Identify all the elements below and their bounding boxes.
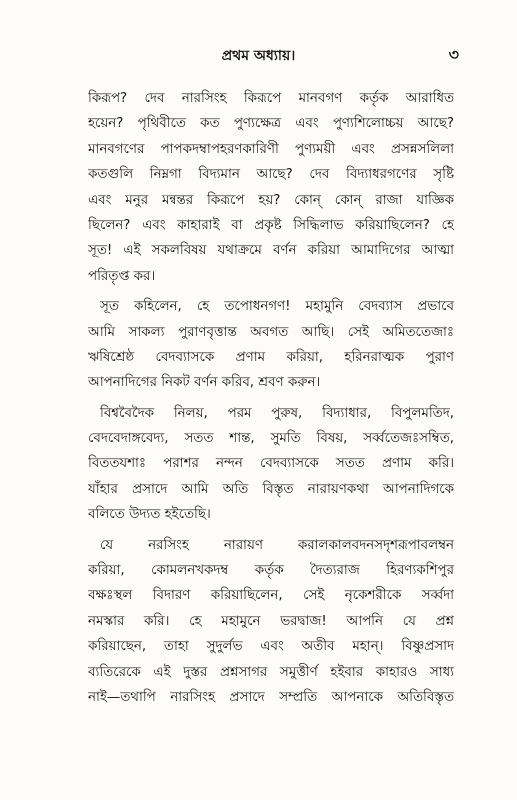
text-line: করিয়া, কোমলনখকদম্ব কর্তৃক দৈত্যরাজ হিরণ্যকশিপুর: [88, 563, 454, 579]
text-line: করিয়াছেন, তাহা সুদুর্লভ এবং অতীব মহান্। বিষ্ণুপ্রসাদ: [88, 639, 454, 655]
text-line: বিততযশাঃ পরাশর নন্দন বেদব্যাসকে সতত প্রণাম করি।: [88, 456, 454, 472]
text-line: বিশ্ববৈদৈক নিলয়, পরম পুরুষ, বিদ্যাধার, বিপুলমতিদ,: [100, 405, 454, 421]
text-line: যে নরসিংহ নারায়ণ করালকালবদনসদৃশরূপাবলম্বন: [100, 537, 454, 553]
text-line: আপনাদিগের নিকট বর্ণন করিব, শ্রবণ করুন।: [88, 375, 321, 391]
text-line: কিরূপ? দেব নারসিংহ কিরূপে মানবগণ কর্তৃক আরাধিত: [88, 91, 454, 106]
paragraph: [88, 533, 454, 711]
chapter-title: প্রথম অধ্যায়।: [221, 48, 296, 64]
text-line: বলিতে উদ্যত হইতেছি।: [88, 507, 211, 523]
paragraph: [88, 294, 454, 396]
text-line: সূত! এই সকলবিষয় যথাক্রমে বর্ণন করিয়া আমাদিগের আত্মা: [88, 243, 454, 259]
text-line: এবং মনুর মন্বন্তর কিরূপে হয়? কোন্ কোন্ রাজা যাজ্ঞিক: [88, 192, 454, 208]
text-line: কতগুলি নিম্নগা বিদ্যমান আছে? দেব বিদ্যাধরগণের সৃষ্টি: [88, 167, 454, 183]
text-line: ছিলেন? এবং কাহারাই বা প্রকৃষ্ট সিদ্ধিলাভ করিয়াছিলেন? হে: [88, 217, 454, 233]
page-header: [0, 42, 517, 66]
paragraph: [88, 401, 454, 528]
text-line: ঋষিশ্রেষ্ঠ বেদব্যাসকে প্রণাম করিয়া, হরিনরাত্মক পুরাণ: [88, 349, 454, 365]
text-line: নাই—তথাপি নারসিংহ প্রসাদে সম্প্রতি আপনাকে অতিবিস্তৃত: [88, 689, 454, 705]
text-line: বক্ষঃস্থল বিদারণ করিয়াছিলেন, সেই নৃকেশরীকে সর্ব্বদা: [88, 588, 454, 604]
paragraph: [88, 86, 454, 289]
text-line: সূত কহিলেন, হে তপোধনগণ! মহামুনি বেদব্যাস প্রভাবে: [100, 299, 454, 315]
text-line: যাঁহার প্রসাদে আমি অতি বিস্তৃত নারায়ণকথা আপনাদিগকে: [88, 481, 454, 497]
text-line: পরিতৃপ্ত কর।: [88, 268, 156, 284]
text-line: বেদবেদাঙ্গবেদ্য, সতত শান্ত, সুমতি বিষয়, সর্ব্বতেজঃসম্বিত,: [88, 431, 454, 447]
body-text: [88, 86, 454, 715]
text-line: মানবগণের পাপকদম্বাপহরণকারিণী পুণ্যময়ী এবং প্রসন্নসলিলা: [88, 141, 454, 157]
text-line: নমস্কার করি। হে মহামুনে ভরদ্বাজ! আপনি যে প্রশ্ন: [88, 613, 454, 629]
text-line: হয়েন? পৃথিবীতে কত পুণ্যক্ষেত্র এবং পুণ্যশিলোচ্চয় আছে?: [88, 116, 454, 132]
text-line: ব্যতিরেকে এই দুস্তর প্রশ্নসাগর সমুত্তীর্ণ হইবার কাহারও সাধ্য: [88, 664, 454, 680]
text-line: আমি সাকল্য পুরাণবৃত্তান্ত অবগত আছি। সেই অমিততেজাঃ: [88, 324, 454, 340]
page-number: ৩: [448, 45, 459, 64]
